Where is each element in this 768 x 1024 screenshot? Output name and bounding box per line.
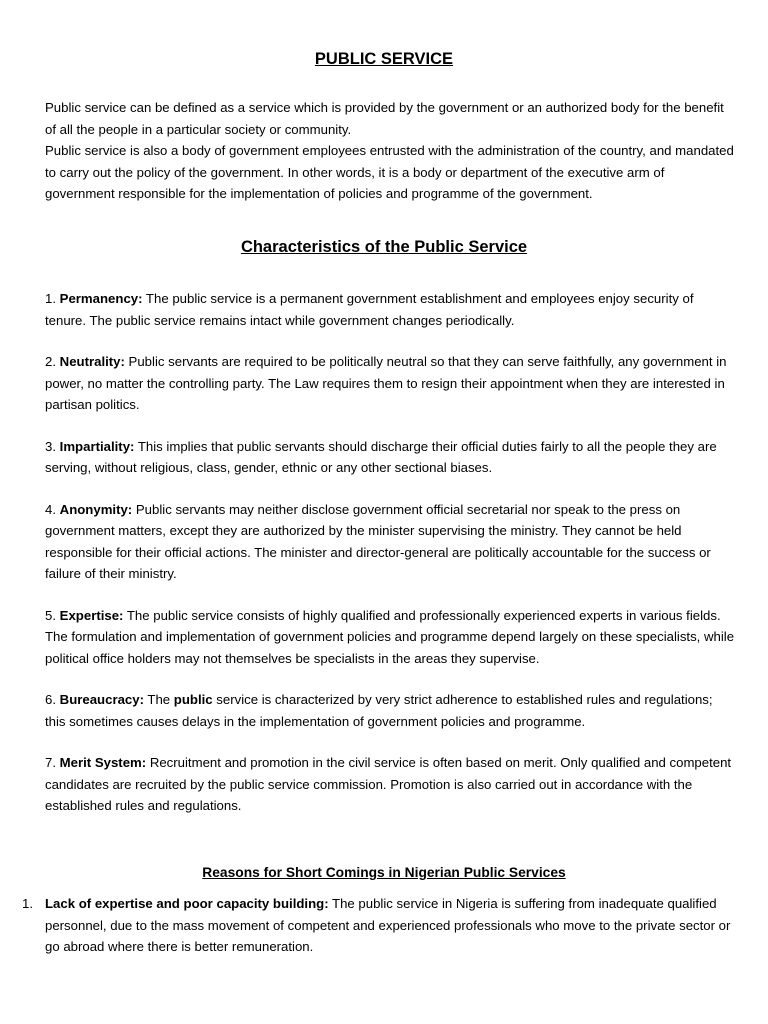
item-term: Permanency:	[59, 291, 143, 306]
reasons-list	[22, 893, 735, 958]
intro-section	[45, 97, 735, 205]
item-term: Anonymity:	[59, 501, 133, 517]
item-text: The public service is a permanent government establishment and employees enjoy security of tenure. The public service remains intact while government changes periodically.	[45, 291, 694, 328]
item-term: Merit System:	[59, 755, 147, 770]
item-inline-bold: public	[173, 692, 213, 707]
item-number: 6.	[45, 692, 56, 707]
item-number: 3.	[45, 438, 56, 454]
item-text: Recruitment and promotion in the civil service is often based on merit. Only qualified and competent candidates are recruited by the public service commission. Promotion is also carried out in accordance with the established rules and regulations.	[45, 755, 732, 813]
characteristics-heading: Characteristics of the Public Service	[240, 238, 528, 256]
reasons-heading: Reasons for Short Comings in Nigerian Public Services	[202, 865, 566, 880]
item-number: 7.	[45, 755, 56, 770]
item-text: The public service in Nigeria is suffering from inadequate qualified personnel, due to the mass movement of competent and experienced professionals who move to the private sector or go abroad where there is better remuneration.	[45, 896, 731, 954]
characteristic-item	[45, 605, 735, 670]
characteristic-item	[45, 499, 735, 585]
reason-item	[22, 893, 735, 958]
item-term: Bureaucracy:	[59, 692, 144, 707]
item-term: Impartiality:	[59, 438, 135, 454]
characteristic-item	[45, 351, 735, 416]
item-term: Expertise:	[59, 607, 124, 623]
item-number: 1.	[22, 896, 33, 911]
item-number: 2.	[45, 354, 56, 369]
item-number: 4.	[45, 501, 56, 517]
intro-paragraph: Public service can be defined as a service which is provided by the government or an authorized body for the benefit of all the people in a particular society or community.	[45, 100, 724, 137]
characteristic-item	[45, 689, 735, 732]
characteristic-item	[45, 288, 735, 331]
characteristic-item	[45, 752, 735, 817]
item-text-before: The	[143, 692, 174, 707]
item-text: This implies that public servants should discharge their official duties fairly to all the people they are serving, without religious, class, gender, ethnic or any other sectional biases.	[45, 438, 717, 475]
intro-paragraph: Public service is also a body of government employees entrusted with the administration of the country, and mandated to carry out the policy of the government. In other words, it is a body or department of the executive arm of government responsible for the implementation of policies and programme of the government.	[45, 143, 734, 201]
item-number: 1.	[45, 291, 56, 306]
item-text: Public servants are required to be politically neutral so that they can serve faithfully, any government in power, no matter the controlling party. The Law requires them to resign their appointment when they are interested in partisan politics.	[45, 354, 727, 412]
item-term: Lack of expertise and poor capacity building:	[45, 896, 329, 911]
characteristics-list	[45, 288, 735, 837]
characteristic-item	[45, 436, 735, 479]
document-title: PUBLIC SERVICE	[314, 50, 454, 68]
item-term: Neutrality:	[59, 354, 125, 369]
item-text: Public servants may neither disclose government official secretarial nor speak to the press on government matters, except they are authorized by the minister supervising the ministry. They cannot be held responsible for their official actions. The minister and director-general are politically accountable for the success or failure of their ministry.	[45, 501, 711, 581]
item-text: service is characterized by very strict adherence to established rules and regulations; this sometimes causes delays in the implementation of government policies and programme.	[45, 692, 713, 729]
item-number: 5.	[45, 607, 56, 623]
item-text: The public service consists of highly qualified and professionally experienced experts in various fields. The formulation and implementation of government policies and programme depend largely on these specialists, while political office holders may not themselves be specialists in the areas they supervise.	[45, 607, 735, 666]
